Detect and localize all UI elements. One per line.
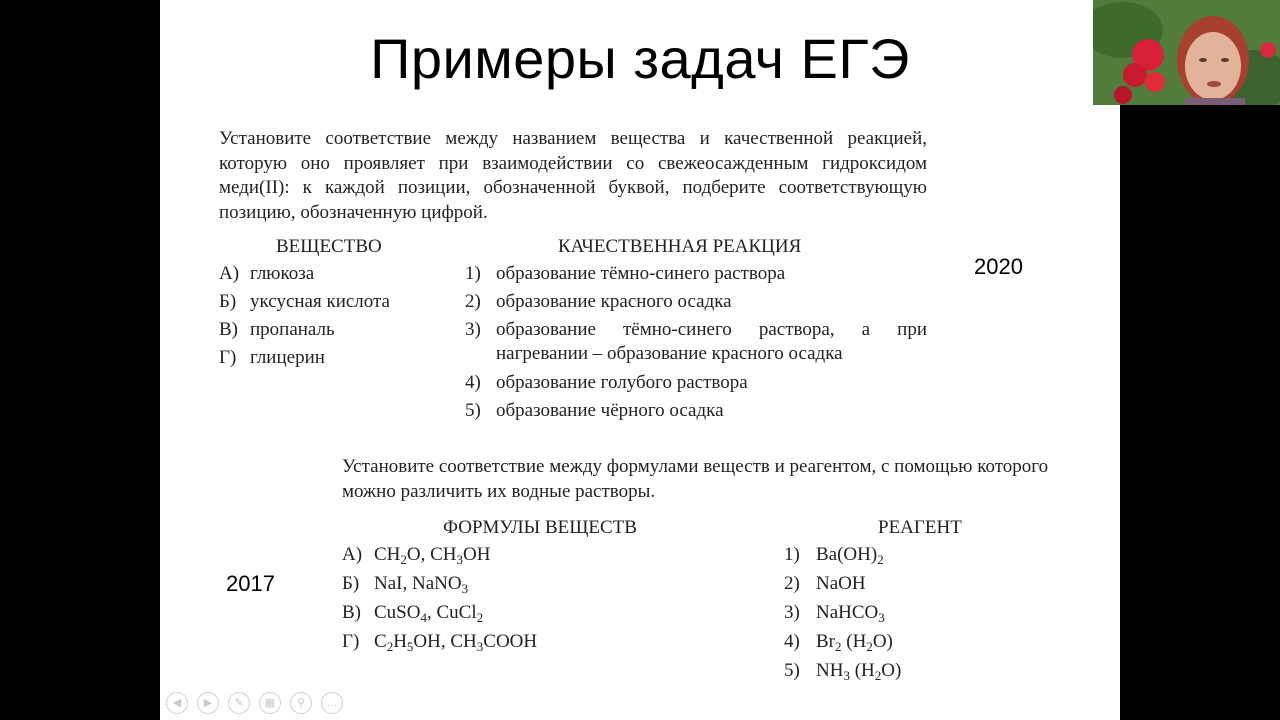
task2-left-header: ФОРМУЛЫ ВЕЩЕСТВ xyxy=(443,517,637,538)
item-value: CuSO$_4$, CuCl$_2$ xyxy=(374,602,484,625)
arrow-left-icon: ◀ xyxy=(172,696,182,709)
pen-icon: ✎ xyxy=(234,696,244,709)
item-key: Г) xyxy=(219,347,237,368)
task1-year-label: 2020 xyxy=(974,254,1023,279)
item-value: образование тёмно-синего раствора xyxy=(496,263,786,284)
item-key: Б) xyxy=(219,291,237,312)
magnifier-icon: ⚲ xyxy=(296,696,306,709)
task2-year-label: 2017 xyxy=(226,571,275,596)
item-key: 4) xyxy=(465,372,481,393)
pen-tool-button[interactable] xyxy=(228,692,250,714)
task1-left-header: ВЕЩЕСТВО xyxy=(276,236,382,257)
item-key: Г) xyxy=(342,631,360,652)
next-slide-button[interactable] xyxy=(197,692,219,714)
item-value: NaHCO$_3$ xyxy=(816,602,885,625)
item-value: $NH_3$ $(H_2O)$ xyxy=(816,660,902,683)
item-value: уксусная кислота xyxy=(250,291,390,312)
item-value: образование чёрного осадка xyxy=(496,400,724,421)
item-value: $Br_2$ $(H_2O)$ xyxy=(816,631,893,654)
item-key: Б) xyxy=(342,573,360,594)
item-key: 1) xyxy=(784,544,800,565)
task2-statement: Установите соответствие между формулами веществ и реагентом, с помощью которого можно различить их водные растворы. xyxy=(342,456,1049,502)
item-key: А) xyxy=(219,263,240,284)
item-value: образование голубого раствора xyxy=(496,372,748,393)
more-options-button[interactable] xyxy=(321,692,343,714)
item-value: $Ba(OH)_2$ xyxy=(816,544,884,567)
presenter-photo xyxy=(1093,0,1280,105)
task1-right-row xyxy=(465,318,927,370)
item-key: 2) xyxy=(465,291,481,312)
item-key: 3) xyxy=(465,319,481,340)
item-key: В) xyxy=(219,319,238,340)
webcam-video xyxy=(1093,0,1280,105)
item-key: 3) xyxy=(784,602,800,623)
task1-right-header: КАЧЕСТВЕННАЯ РЕАКЦИЯ xyxy=(558,236,802,257)
item-value: $CH_2O$, $CH_3OH$ xyxy=(374,544,491,567)
item-key: В) xyxy=(342,602,361,623)
item-value: глюкоза xyxy=(250,263,315,284)
item-value: образование тёмно-синего раствора, а при нагревании – образование красного осадка xyxy=(496,319,927,364)
item-key: 4) xyxy=(784,631,800,652)
task1-statement: Установите соответствие между названием вещества и качественной реакцией, которую оно проявляет при взаимодействии со свежеосажденным гидроксидом меди(II): к каждой позиции, обозначенной буквой, подберите соответствующую позицию, обозначенную цифрой. xyxy=(219,128,927,223)
item-key: 1) xyxy=(465,263,481,284)
item-key: А) xyxy=(342,544,363,565)
item-value: пропаналь xyxy=(250,319,335,340)
see-all-slides-button[interactable] xyxy=(259,692,281,714)
task2-right-header: РЕАГЕНТ xyxy=(878,517,962,538)
slides-grid-icon: ▦ xyxy=(264,696,276,709)
item-key: 5) xyxy=(465,400,481,421)
arrow-right-icon: ▶ xyxy=(203,696,213,709)
item-value: NaOH xyxy=(816,573,866,594)
presentation-slide xyxy=(160,0,1120,720)
item-value: NaI, NaNO$_3$ xyxy=(374,573,469,596)
item-value: образование красного осадка xyxy=(496,291,732,312)
previous-slide-button[interactable] xyxy=(166,692,188,714)
black-sidebar xyxy=(1120,105,1280,720)
ellipsis-icon: … xyxy=(326,696,338,709)
slide-title: Примеры задач ЕГЭ xyxy=(370,27,910,90)
item-value: глицерин xyxy=(250,347,325,368)
item-value: $C_2H_5OH$, $CH_3COOH$ xyxy=(374,631,538,654)
item-key: 5) xyxy=(784,660,800,681)
item-key: 2) xyxy=(784,573,800,594)
zoom-button[interactable] xyxy=(290,692,312,714)
